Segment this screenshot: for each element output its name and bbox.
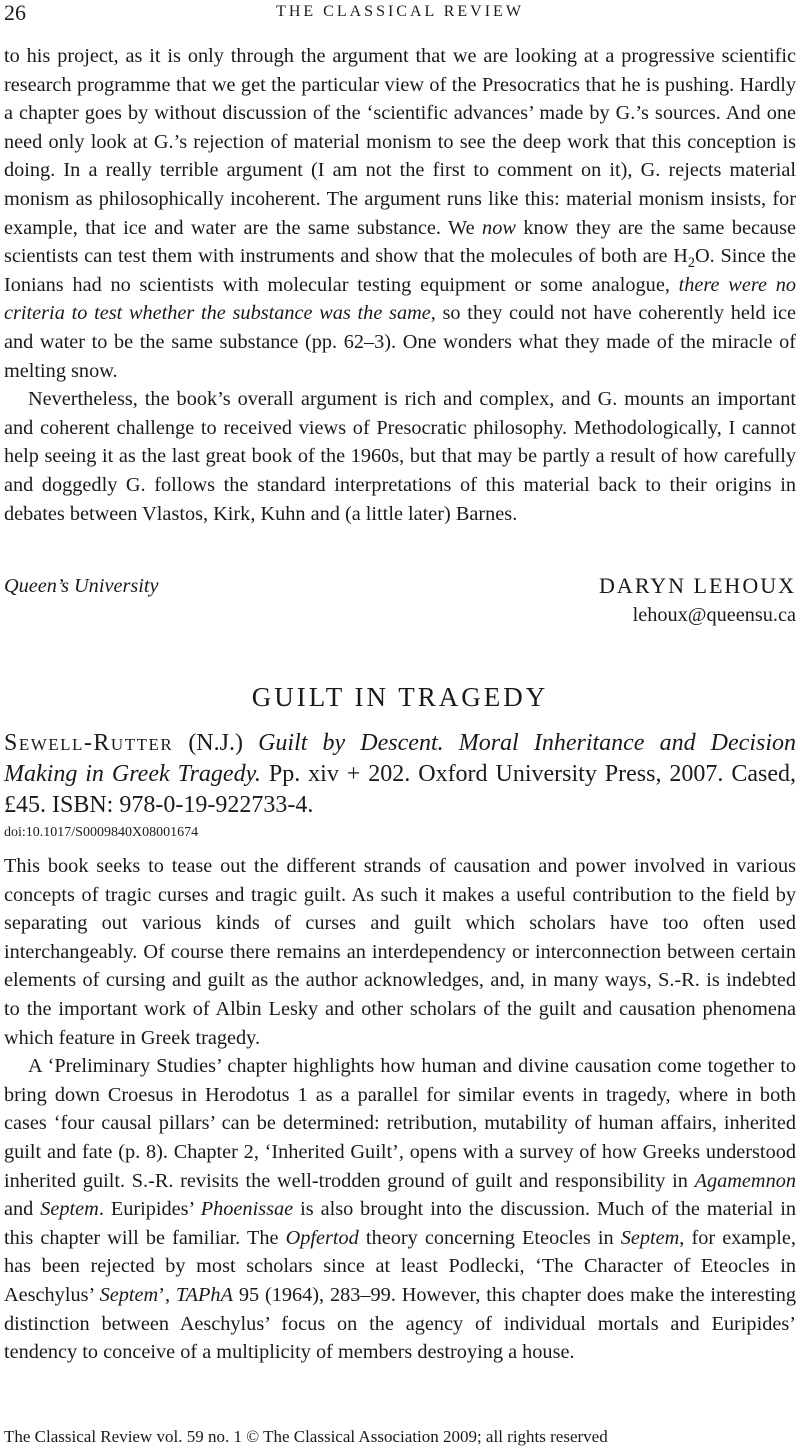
text-run: and (4, 1198, 41, 1221)
review-2-body (4, 852, 796, 1367)
book-author-initials: (N.J.) (173, 730, 259, 756)
page-header (0, 0, 800, 28)
text-run: TAPhA (175, 1283, 233, 1306)
running-head: THE CLASSICAL REVIEW (276, 3, 524, 20)
text-run: O. Since the Ionians had no scientists with molecular testing equipment or some analogue, (4, 245, 796, 296)
text-run: Septem (620, 1226, 680, 1249)
review-2-paragraph-1 (4, 852, 796, 1052)
text-run: to his project, as it is only through the argument that we are looking at a progressive scientific research programme that we get the particular view of the Presocratics that he is pushing. Hardly a chapter goes by without discussion of the ‘scientific advances’ made by G.’s sources. And one need only look at G.’s rejection of material monism to see the deep work that this conception is doing. In a really terrible argument (I am not the first to comment on it), G. rejects material monism as philosophically incoherent. The argument runs like this: material monism insists, for example, that ice and water are the same substance. We (4, 45, 796, 239)
text-run: A ‘Preliminary Studies’ chapter highlights how human and divine causation come together to bring down Croesus in Herodotus 1 as a parallel for similar events in tragedy, where in both cases ‘four causal pillars’ can be determined: retribution, mutability of human affairs, inherited guilt and fate (p. 8). Chapter 2, ‘Inherited Guilt’, opens with a survey of how Greeks understood inherited guilt. S.-R. revisits the well-trodden ground of guilt and responsibility in (4, 1055, 796, 1192)
text-run: Agamemnon (694, 1169, 796, 1192)
text-run: ’, (158, 1283, 176, 1306)
text-run: Nevertheless, the book’s overall argument is rich and complex, and G. mounts an important and coherent challenge to received views of Presocratic philosophy. Methodologically, I cannot help seeing it as the last great book of the 1960s, but that may be partly a result of how carefully and doggedly G. follows the standard interpretations of this material back to their origins in debates between Vlastos, Kirk, Kuhn and (a little later) Barnes. (4, 388, 796, 525)
reviewer-name: DARYN LEHOUX (599, 573, 796, 598)
text-run: This book seeks to tease out the different strands of causation and power involved in various concepts of tragic curses and tragic guilt. As such it makes a useful contribution to the field by separating out various kinds of curses and guilt which scholars have too often used interchangeably. Of course there remains an interdependency or interconnection between certain elements of cursing and guilt as the author acknowledges, and, in many ways, S.-R. is indebted to the important work of Albin Lesky and other scholars of the guilt and causation phenomena which feature in Greek tragedy. (4, 855, 796, 1049)
text-run: . Euripides’ (98, 1198, 201, 1221)
book-title: Guilt by Descent. Moral Inheritance and Decision Making in Greek Tragedy. (4, 730, 796, 787)
text-run: theory concerning Eteocles in (358, 1226, 621, 1249)
reviewer-email: lehoux@queensu.ca (632, 604, 796, 626)
text-run: Septem (40, 1198, 99, 1221)
section-title: GUILT IN TRAGEDY (251, 682, 549, 712)
text-run: 95 (1964), 283–99. However, this chapter does make the interesting distinction between Aeschylus’ focus on the agency of individual mortals and Euripides’ tendency to conceive of a multiplicity of members destroying a house. (4, 1283, 796, 1364)
text-run: so they could not have coherently held ice and water to be the same substance (pp. 62–3). One wonders what they made of the miracle of melting snow. (4, 302, 797, 382)
review-1-paragraph-1 (4, 42, 796, 385)
text-run: is also brought into the discussion. Much of the material in this chapter will be familiar. The (4, 1198, 796, 1249)
page-number: 26 (4, 0, 26, 25)
text-run: now (482, 216, 516, 239)
text-run: there were no criteria to test whether the substance was the same, (4, 273, 797, 325)
reviewer-institution: Queen’s University (4, 575, 159, 597)
book-author: Sewell-Rutter (4, 730, 174, 756)
text-run: Opfertod (285, 1226, 359, 1249)
text-run: 2 (687, 255, 695, 272)
review-1-paragraph-2 (4, 385, 796, 528)
doi: doi:10.1017/S0009840X08001674 (4, 825, 199, 840)
book-citation (4, 728, 796, 821)
review-1-signature (4, 572, 796, 632)
text-run: Septem (99, 1283, 159, 1306)
text-run: , for example, has been rejected by most scholars since at least Podlecki, ‘The Character of Eteocles in Aeschylus’ (4, 1226, 796, 1306)
text-run: Phoenissae (200, 1198, 294, 1221)
text-run: know they are the same because scientists can test them with instruments and show that the molecules of both are H (4, 216, 797, 268)
review-1-body (4, 42, 796, 528)
review-2-paragraph-2 (4, 1052, 796, 1367)
book-details: Pp. xiv + 202. Oxford University Press, 2007. Cased, £45. ISBN: 978-0-19-922733-4. (4, 761, 796, 818)
footer-copyright: The Classical Review vol. 59 no. 1 © The Classical Association 2009; all rights reserved (4, 1427, 608, 1446)
